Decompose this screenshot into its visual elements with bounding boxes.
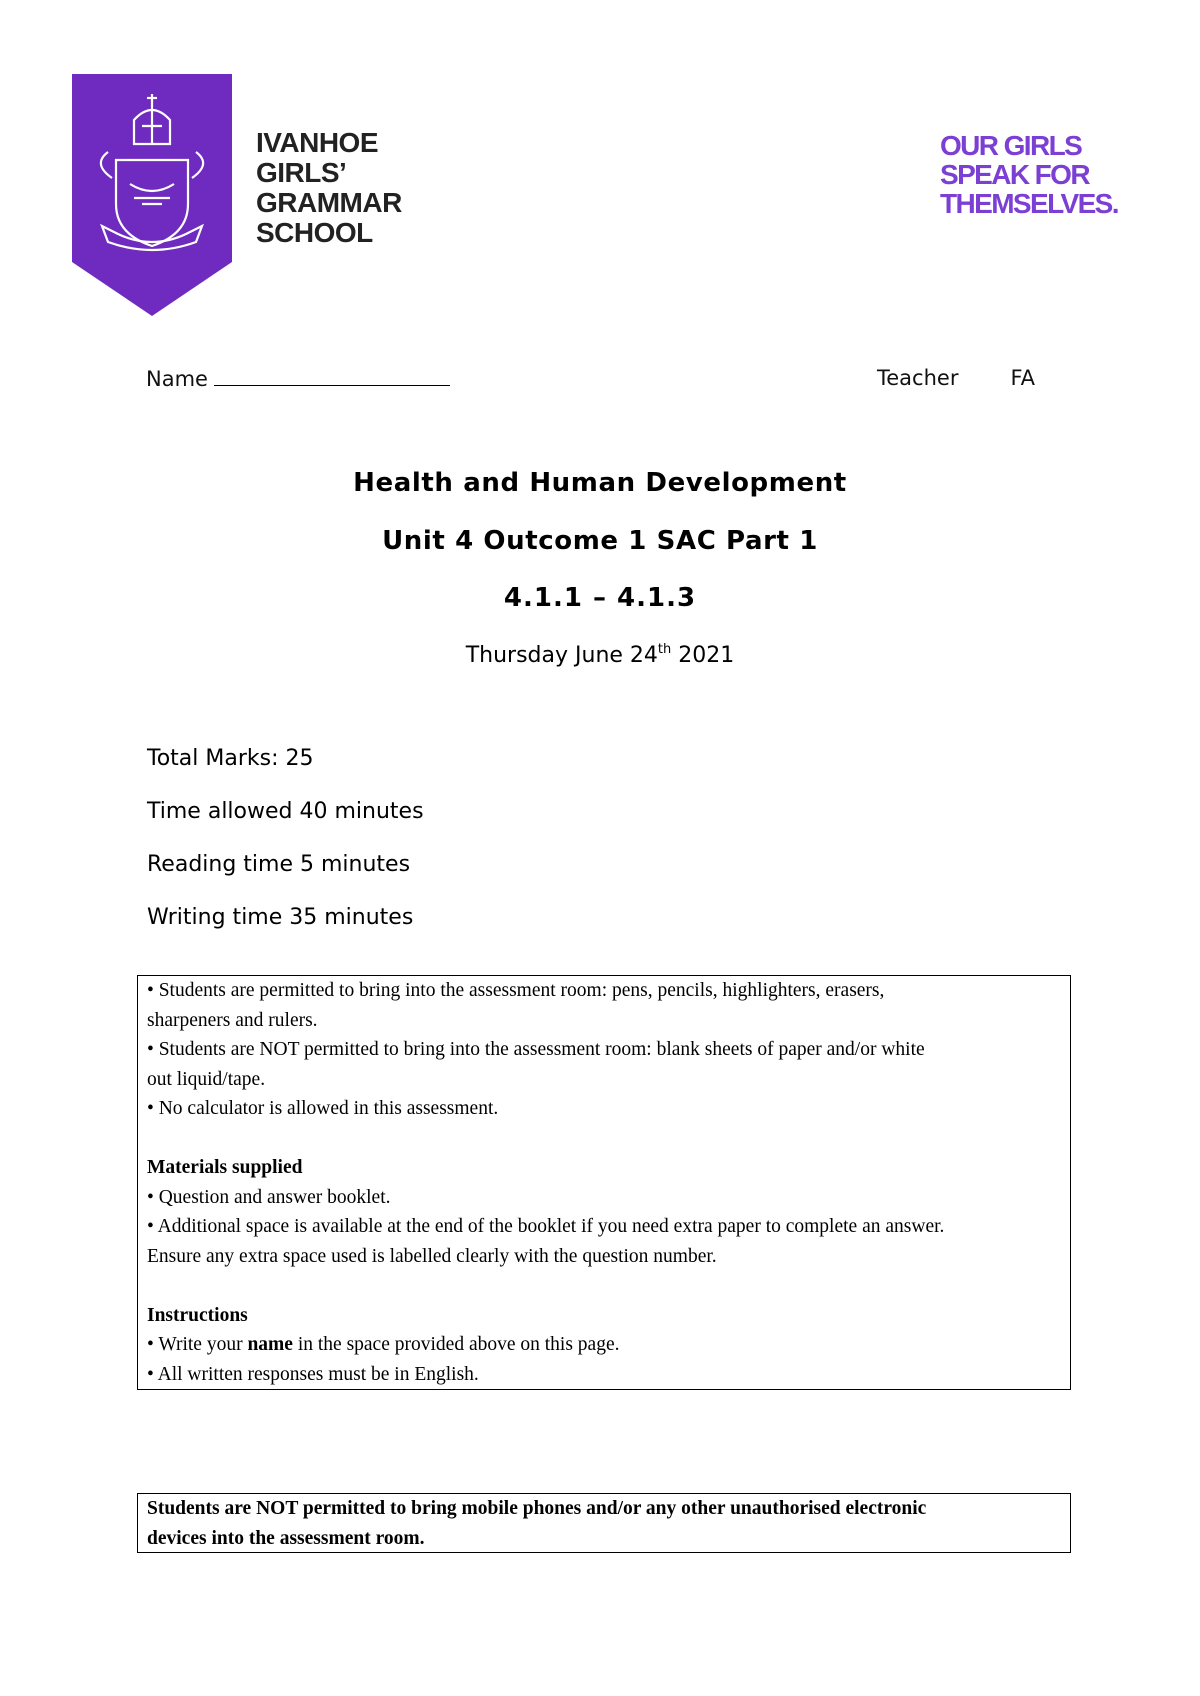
reading-time: Reading time 5 minutes <box>147 852 411 877</box>
instruction-line: • Write your name in the space provided above on this page. <box>147 1334 620 1355</box>
rule-line: • Students are permitted to bring into the assessment room: pens, pencils, highlighters, erasers, <box>147 980 885 1001</box>
writing-time: Writing time 35 minutes <box>147 905 414 930</box>
teacher-value: FA <box>1010 366 1035 390</box>
date-ordinal: th <box>657 642 672 657</box>
school-crest-logo <box>72 74 232 316</box>
time-allowed: Time allowed 40 minutes <box>147 799 424 824</box>
name-label: Name <box>146 367 208 391</box>
date-year: 2021 <box>678 643 735 668</box>
school-name-line: GIRLS’ <box>256 157 347 188</box>
assessment-date <box>0 642 1200 668</box>
slogan-line: SPEAK FOR <box>940 159 1089 190</box>
subject-title: Health and Human Development <box>353 468 847 498</box>
assessment-rules-box <box>137 975 1071 1390</box>
rule-line: • No calculator is allowed in this assessment. <box>147 1098 499 1119</box>
rule-line: out liquid/tape. <box>147 1068 266 1090</box>
rule-line: • Students are NOT permitted to bring into the assessment room: blank sheets of paper and/or white <box>147 1039 925 1060</box>
materials-heading: Materials supplied <box>147 1157 303 1178</box>
warning-line: devices into the assessment room. <box>147 1527 425 1549</box>
materials-line: Ensure any extra space used is labelled clearly with the question number. <box>147 1245 717 1267</box>
sac-title: Unit 4 Outcome 1 SAC Part 1 <box>382 526 818 556</box>
name-field <box>146 366 450 391</box>
teacher-field <box>877 366 1035 390</box>
school-name <box>256 128 402 248</box>
date-prefix: Thursday June 24 <box>465 643 658 668</box>
total-marks: Total Marks: 25 <box>147 746 314 771</box>
mobile-phone-warning-box <box>137 1493 1071 1553</box>
instruction-line: • All written responses must be in English. <box>147 1363 479 1385</box>
name-emphasis: name <box>247 1334 293 1355</box>
slogan-line: OUR GIRLS <box>940 130 1082 161</box>
school-name-line: GRAMMAR <box>256 187 402 218</box>
rule-line: sharpeners and rulers. <box>147 1009 318 1031</box>
outcome-codes: 4.1.1 – 4.1.3 <box>503 583 697 613</box>
instructions-heading: Instructions <box>147 1304 248 1326</box>
materials-line: • Additional space is available at the end of the booklet if you need extra paper to complete an answer. <box>147 1216 945 1237</box>
school-name-line: SCHOOL <box>256 217 373 248</box>
warning-line: Students are NOT permitted to bring mobile phones and/or any other unauthorised electronic <box>147 1498 927 1519</box>
name-blank-line[interactable] <box>214 366 450 386</box>
school-slogan <box>940 131 1118 218</box>
materials-line: • Question and answer booklet. <box>147 1186 391 1208</box>
school-name-line: IVANHOE <box>256 127 378 158</box>
slogan-line: THEMSELVES. <box>940 188 1118 219</box>
teacher-label: Teacher <box>877 366 959 390</box>
